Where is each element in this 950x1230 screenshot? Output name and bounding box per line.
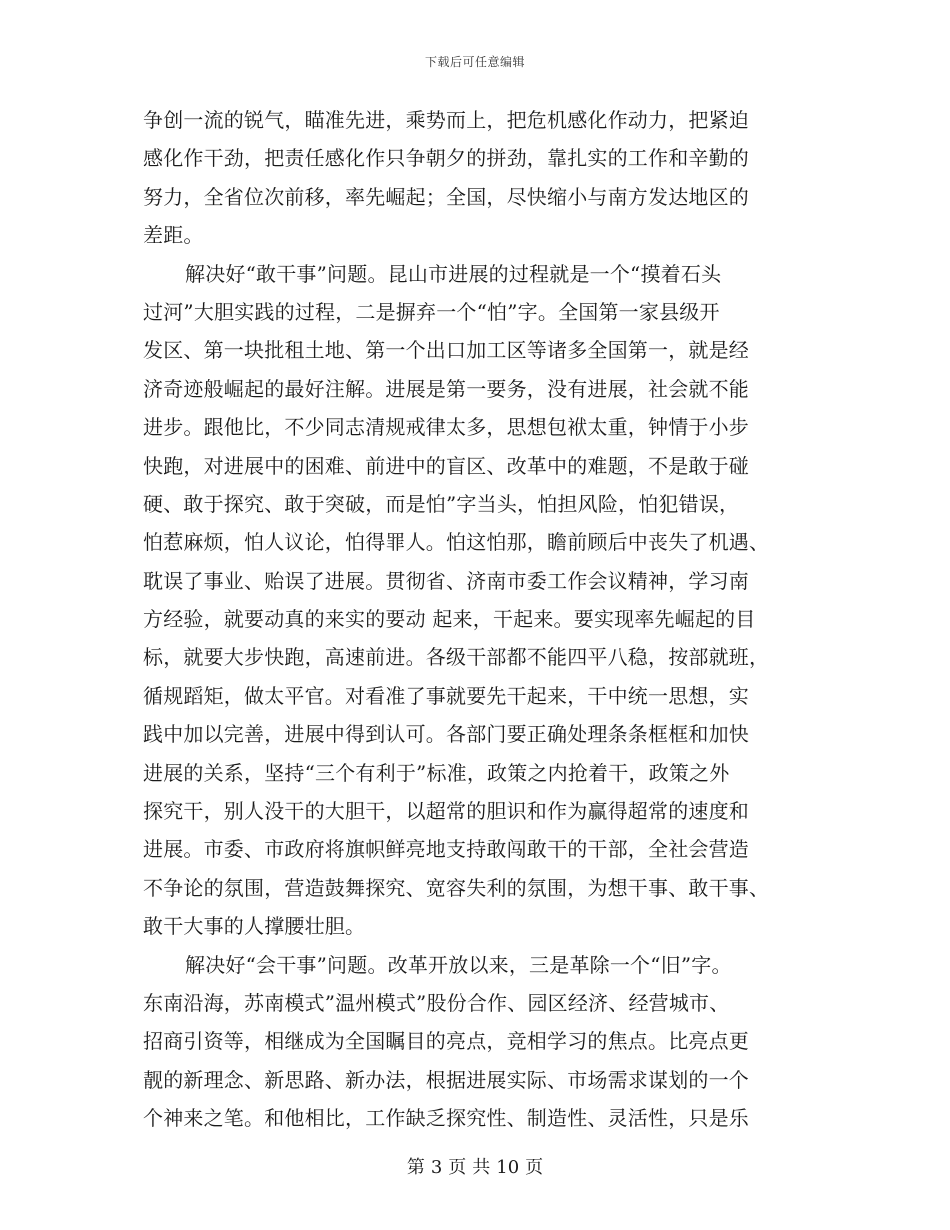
page-header-note: 下载后可任意编辑 (424, 55, 525, 69)
page-label-pre: 第 (406, 1157, 425, 1178)
text-line: 不争论的氛围，营造鼓舞探究、宽容失利的氛围，为想干事、敢干事、 (143, 875, 770, 900)
text-line: 发区、第一块批租土地、第一个出口加工区等诸多全国第一，就是经 (143, 338, 749, 363)
text-line: 过河”大胆实践的过程，二是摒弃一个“怕”字。全国第一家县级开 (143, 299, 720, 324)
text-line: 感化作干劲，把责任感化作只争朝夕的拼劲，靠扎实的工作和辛勤的 (143, 146, 749, 171)
text-line: 解决好“会干事”问题。改革开放以来，三是革除一个“旧”字。 (185, 952, 732, 977)
text-line: 怕惹麻烦，怕人议论，怕得罪人。怕这怕那，瞻前顾后中丧失了机遇、 (143, 530, 770, 555)
page-number-footer (0, 1153, 950, 1179)
text-line: 解决好“敢干事”问题。昆山市进展的过程就是一个“摸着石头 (185, 261, 722, 286)
text-line: 进步。跟他比，不少同志清规戒律太多，思想包袱太重，钟情于小步 (143, 415, 749, 440)
text-line: 努力，全省位次前移，率先崛起；全国，尽快缩小与南方发达地区的 (143, 184, 749, 209)
text-line: 济奇迹般崛起的最好注解。进展是第一要务，没有进展，社会就不能 (143, 376, 749, 401)
paragraph-1 (143, 101, 808, 255)
document-body (143, 101, 808, 1138)
text-line: 硬、敢于探究、敢于突破，而是怕”字当头，怕担风险，怕犯错误， (143, 491, 740, 516)
text-line: 方经验，就要动真的来实的要动 起来，干起来。要实现率先崛起的目 (143, 607, 756, 632)
page-label-post: 页 (525, 1157, 544, 1178)
paragraph-2 (143, 255, 808, 946)
text-line: 循规蹈矩，做太平官。对看准了事就要先干起来，干中统一思想，实 (143, 683, 749, 708)
text-line: 招商引资等，相继成为全国瞩目的亮点，竞相学习的焦点。比亮点更 (143, 1029, 749, 1054)
text-line: 进展。市委、市政府将旗帜鲜亮地支持敢闯敢干的干部，全社会营造 (143, 837, 749, 862)
paragraph-3 (143, 946, 808, 1138)
text-line: 耽误了事业、贻误了进展。贯彻省、济南市委工作会议精神，学习南 (143, 568, 749, 593)
page-label-total-pre: 共 (472, 1157, 491, 1178)
page-total: 10 (496, 1157, 520, 1178)
text-line: 个神来之笔。和他相比，工作缺乏探究性、制造性、灵活性，只是乐 (143, 1106, 749, 1131)
text-line: 快跑，对进展中的困难、前进中的盲区、改革中的难题，不是敢于碰 (143, 453, 749, 478)
text-line: 进展的关系，坚持“三个有利于”标准，政策之内抢着干，政策之外 (143, 760, 730, 785)
text-line: 践中加以完善，进展中得到认可。各部门要正确处理条条框框和加快 (143, 722, 749, 747)
text-line: 争创一流的锐气，瞄准先进，乘势而上，把危机感化作动力，把紧迫 (143, 108, 749, 132)
text-line: 差距。 (143, 223, 204, 248)
text-line: 靓的新理念、新思路、新办法，根据进展实际、市场需求谋划的一个 (143, 1067, 749, 1092)
text-line: 标，就要大步快跑，高速前进。各级干部都不能四平八稳，按部就班， (143, 645, 770, 670)
text-line: 探究干，别人没干的大胆干，以超常的胆识和作为赢得超常的速度和 (143, 799, 749, 824)
text-line: 敢干大事的人撑腰壮胆。 (143, 914, 366, 939)
page-label-mid: 页 (448, 1157, 467, 1178)
page-current: 3 (430, 1157, 443, 1178)
text-line: 东南沿海，苏南模式”温州模式”股份合作、园区经济、经营城市、 (143, 990, 730, 1015)
